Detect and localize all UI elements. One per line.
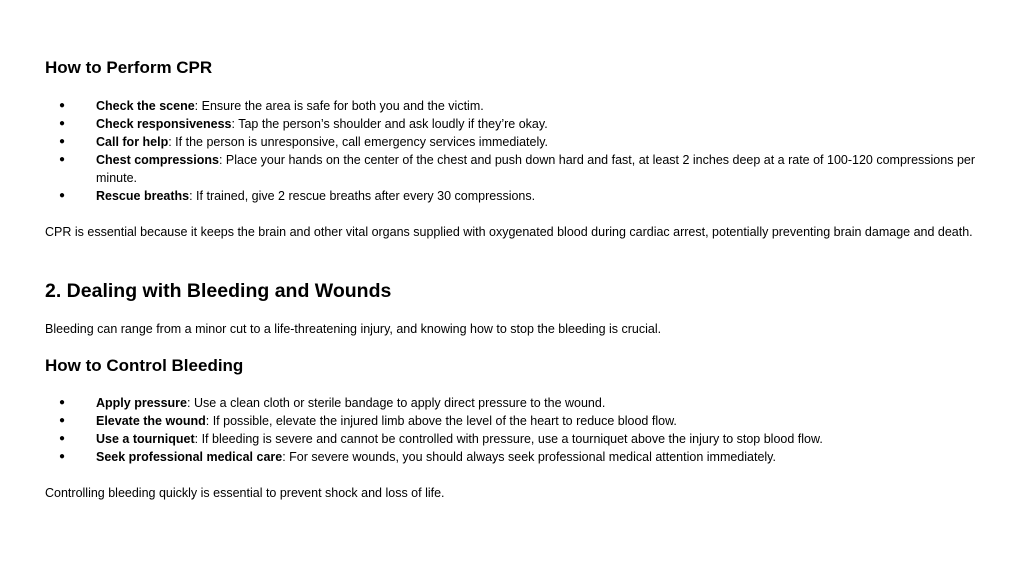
step-text: : Ensure the area is safe for both you and the victim. xyxy=(194,99,484,113)
step-term: Rescue breaths xyxy=(96,189,190,203)
bleeding-intro: Bleeding can range from a minor cut to a life-threatening injury, and knowing how to stop the bleeding is crucial. xyxy=(45,322,662,336)
step-text: : Place your hands on the center of the chest and push down hard and fast, at least 2 inches deep at a rate of 100-120 compressions per minute. xyxy=(96,153,976,185)
bullet-icon: ● xyxy=(59,433,66,444)
list-item xyxy=(45,430,985,448)
bullet-icon: ● xyxy=(59,415,66,426)
step-text: : Tap the person’s shoulder and ask loudly if they’re okay. xyxy=(231,117,548,131)
step-term: Chest compressions xyxy=(96,153,219,167)
bullet-icon: ● xyxy=(59,118,66,129)
step-term: Call for help xyxy=(96,135,169,149)
step-text: : If trained, give 2 rescue breaths after every 30 compressions. xyxy=(189,189,536,203)
bullet-icon: ● xyxy=(59,100,66,111)
step-text: : If bleeding is severe and cannot be controlled with pressure, use a tourniquet above the injury to stop blood flow. xyxy=(194,432,823,446)
cpr-steps-list xyxy=(45,97,985,205)
step-text: : For severe wounds, you should always seek professional medical attention immediately. xyxy=(282,450,776,464)
list-item xyxy=(45,412,985,430)
list-item xyxy=(45,97,985,115)
bleeding-steps-list xyxy=(45,394,985,466)
bullet-icon: ● xyxy=(59,136,66,147)
list-item xyxy=(45,133,985,151)
step-term: Check responsiveness xyxy=(96,117,232,131)
step-term: Use a tourniquet xyxy=(96,432,195,446)
bullet-icon: ● xyxy=(59,190,66,201)
step-term: Apply pressure xyxy=(96,396,188,410)
bullet-icon: ● xyxy=(59,451,66,462)
bullet-icon: ● xyxy=(59,397,66,408)
list-item xyxy=(45,115,985,133)
step-term: Seek professional medical care xyxy=(96,450,283,464)
step-term: Elevate the wound xyxy=(96,414,206,428)
list-item xyxy=(45,187,985,205)
list-item xyxy=(45,151,985,187)
cpr-heading: How to Perform CPR xyxy=(45,58,213,77)
list-item xyxy=(45,448,985,466)
cpr-summary: CPR is essential because it keeps the brain and other vital organs supplied with oxygenated blood during cardiac arrest, potentially preventing brain damage and death. xyxy=(45,225,973,239)
step-term: Check the scene xyxy=(96,99,195,113)
step-text: : If possible, elevate the injured limb above the level of the heart to reduce blood flow. xyxy=(205,414,677,428)
bleeding-heading: 2. Dealing with Bleeding and Wounds xyxy=(45,280,392,302)
step-text: : Use a clean cloth or sterile bandage to apply direct pressure to the wound. xyxy=(187,396,606,410)
step-text: : If the person is unresponsive, call emergency services immediately. xyxy=(168,135,549,149)
control-bleeding-heading: How to Control Bleeding xyxy=(45,356,244,375)
bullet-icon: ● xyxy=(59,154,66,165)
bleeding-summary: Controlling bleeding quickly is essential to prevent shock and loss of life. xyxy=(45,486,445,500)
list-item xyxy=(45,394,985,412)
